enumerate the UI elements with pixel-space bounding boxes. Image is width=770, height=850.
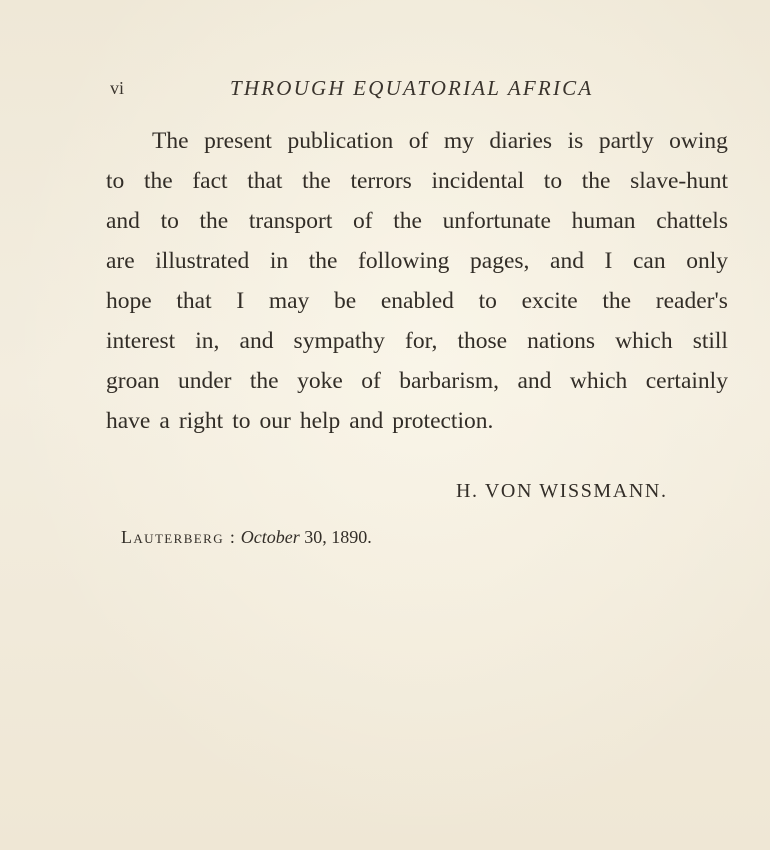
word: incidental bbox=[431, 168, 525, 194]
word: the bbox=[393, 208, 422, 234]
word: to bbox=[232, 408, 251, 434]
word: to bbox=[160, 208, 179, 234]
word: may bbox=[268, 288, 310, 314]
word: slave-hunt bbox=[630, 168, 728, 194]
word: to bbox=[106, 168, 125, 194]
word: right bbox=[178, 408, 224, 434]
word: the bbox=[581, 168, 611, 194]
word: can bbox=[632, 248, 666, 274]
word: enabled bbox=[380, 288, 454, 314]
word: that bbox=[176, 288, 212, 314]
word: which bbox=[569, 368, 628, 394]
word: to bbox=[543, 168, 563, 194]
word: the bbox=[602, 288, 632, 314]
word: our bbox=[259, 408, 291, 434]
paragraph-line bbox=[106, 161, 728, 201]
word: to bbox=[478, 288, 497, 314]
word: are bbox=[106, 248, 135, 274]
word: a bbox=[159, 408, 170, 434]
word: the bbox=[249, 368, 279, 394]
word: reader's bbox=[655, 288, 728, 314]
word: I bbox=[604, 248, 613, 274]
word: still bbox=[692, 328, 728, 354]
author-signature: H. VON WISSMANN. bbox=[456, 480, 668, 502]
dateline-day-year: 30, 1890. bbox=[304, 527, 372, 547]
word: terrors bbox=[350, 168, 412, 194]
word: of bbox=[408, 128, 429, 154]
word: under bbox=[177, 368, 232, 394]
word: in bbox=[269, 248, 289, 274]
word: diaries bbox=[489, 128, 553, 154]
word: hope bbox=[106, 288, 152, 314]
word: the bbox=[308, 248, 338, 274]
word: following bbox=[358, 248, 450, 274]
word: nations bbox=[527, 328, 596, 354]
word: excite bbox=[521, 288, 578, 314]
word: groan bbox=[106, 368, 160, 394]
word: barbarism, bbox=[399, 368, 500, 394]
word: illustrated bbox=[155, 248, 250, 274]
word: sympathy bbox=[293, 328, 385, 354]
paragraph-line bbox=[106, 241, 728, 281]
word: pages, bbox=[470, 248, 530, 274]
word: partly bbox=[598, 128, 654, 154]
paragraph-line bbox=[106, 201, 728, 241]
word: and bbox=[106, 208, 140, 234]
word: that bbox=[247, 168, 283, 194]
word: interest bbox=[106, 328, 176, 354]
word: unfortunate bbox=[442, 208, 551, 234]
word: The bbox=[152, 128, 189, 154]
word: publication bbox=[287, 128, 394, 154]
word: and bbox=[517, 368, 552, 394]
word: the bbox=[199, 208, 229, 234]
word: only bbox=[686, 248, 728, 274]
dateline bbox=[121, 527, 372, 548]
word: certainly bbox=[645, 368, 728, 394]
body-paragraph bbox=[106, 121, 728, 441]
word: in, bbox=[195, 328, 220, 354]
paragraph-line bbox=[106, 281, 728, 321]
word: and bbox=[550, 248, 584, 274]
word: present bbox=[204, 128, 272, 154]
word: be bbox=[333, 288, 357, 314]
page-header bbox=[110, 76, 620, 106]
paragraph-line bbox=[106, 321, 728, 361]
word: the bbox=[302, 168, 331, 194]
dateline-place: Lauterberg : bbox=[121, 527, 237, 547]
word: those bbox=[457, 328, 508, 354]
word: the bbox=[143, 168, 173, 194]
word: help bbox=[299, 408, 341, 434]
word: of bbox=[361, 368, 381, 394]
word: chattels bbox=[656, 208, 728, 234]
paragraph-line bbox=[106, 121, 728, 161]
word: and bbox=[349, 408, 384, 434]
word: my bbox=[443, 128, 474, 154]
paragraph-line bbox=[106, 401, 728, 441]
word: which bbox=[615, 328, 673, 354]
paragraph-line bbox=[106, 361, 728, 401]
word: fact bbox=[192, 168, 228, 194]
page-number: vi bbox=[110, 78, 125, 98]
word: owing bbox=[669, 128, 728, 154]
dateline-month: October bbox=[240, 527, 300, 547]
word: human bbox=[571, 208, 636, 234]
word: for, bbox=[405, 328, 438, 354]
word: and bbox=[239, 328, 274, 354]
word: of bbox=[353, 208, 373, 234]
word: is bbox=[567, 128, 584, 154]
word: have bbox=[106, 408, 151, 434]
word: I bbox=[236, 288, 245, 314]
running-title: THROUGH EQUATORIAL AFRICA bbox=[230, 76, 594, 100]
word: protection. bbox=[392, 408, 494, 434]
word: yoke bbox=[297, 368, 343, 394]
word: transport bbox=[248, 208, 333, 234]
